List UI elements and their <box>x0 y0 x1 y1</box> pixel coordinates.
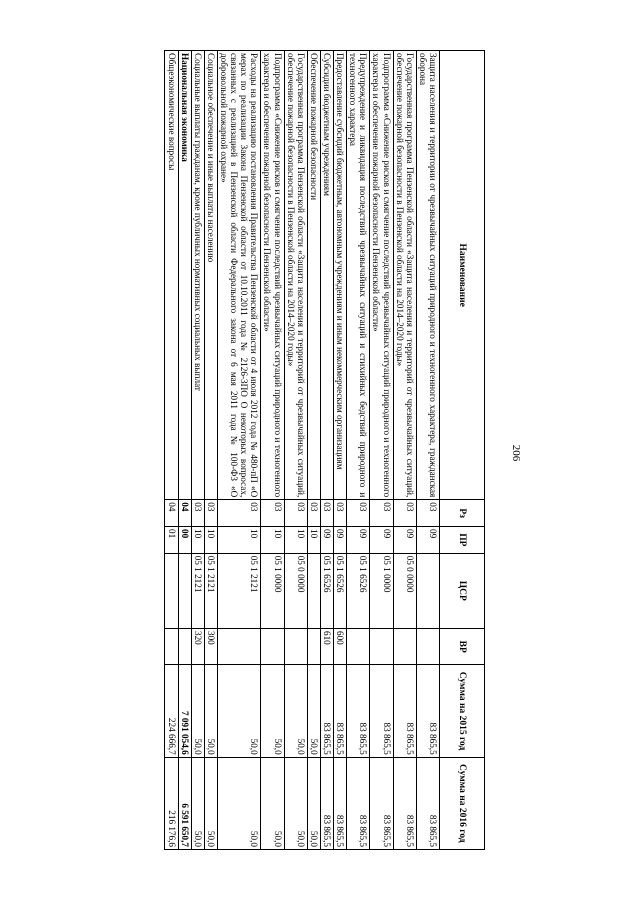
table-row <box>178 51 191 850</box>
cell-sum-2015: 50,0 <box>217 665 260 757</box>
table-row <box>307 51 320 850</box>
cell-vr: 610 <box>320 628 333 664</box>
cell-sum-2015: 83 865,5 <box>320 665 333 757</box>
header-pr: ПР <box>440 526 485 553</box>
cell-sum-2015: 50,0 <box>204 665 217 757</box>
cell-sum-2015: 83 865,5 <box>334 665 347 757</box>
cell-name: Общеэкономические вопросы <box>165 51 178 500</box>
cell-sum-2016: 83 865,5 <box>416 757 439 849</box>
cell-rz: 03 <box>347 500 370 527</box>
cell-csr: 05 1 0000 <box>370 553 393 628</box>
cell-pr: 09 <box>320 526 333 553</box>
cell-pr: 10 <box>204 526 217 553</box>
cell-sum-2016: 50,0 <box>204 757 217 849</box>
cell-name: Подпрограмма «Снижение рисков и смягчение последствий чрезвычайных ситуаций природного и техногенного характера и обеспечение пожарной безопасности Пензенской области» <box>370 51 393 500</box>
cell-pr: 10 <box>261 526 284 553</box>
cell-name: Национальная экономика <box>178 51 191 500</box>
cell-pr: 09 <box>370 526 393 553</box>
cell-name: Социальные выплаты гражданам, кроме публичных нормативных социальных выплат <box>191 51 204 500</box>
cell-sum-2015: 224 666,7 <box>165 665 178 757</box>
cell-sum-2016: 50,0 <box>307 757 320 849</box>
cell-vr <box>393 628 416 664</box>
cell-csr: 05 1 0000 <box>261 553 284 628</box>
cell-pr: 00 <box>178 526 191 553</box>
budget-table <box>164 50 485 850</box>
cell-rz: 03 <box>191 500 204 527</box>
cell-sum-2015: 7 091 054,6 <box>178 665 191 757</box>
cell-name: Подпрограмма «Снижение рисков и смягчение последствий чрезвычайных ситуаций природного и техногенного характера и обеспечение пожарной безопасности Пензенской области» <box>261 51 284 500</box>
cell-pr: 10 <box>284 526 307 553</box>
header-vr: ВР <box>440 628 485 664</box>
cell-sum-2016: 83 865,5 <box>320 757 333 849</box>
cell-csr: 05 1 2121 <box>204 553 217 628</box>
cell-name: Государственная программа Пензенской области «Защита населения и территорий от чрезвычайных ситуаций, обеспечение пожарной безопасности в Пензенской области на 2014–2020 годы» <box>393 51 416 500</box>
table-row <box>370 51 393 850</box>
cell-vr: 320 <box>191 628 204 664</box>
table-header-row <box>440 51 485 850</box>
cell-rz: 03 <box>334 500 347 527</box>
table-row <box>284 51 307 850</box>
cell-pr: 09 <box>334 526 347 553</box>
cell-sum-2015: 50,0 <box>307 665 320 757</box>
header-rz: Рз <box>440 500 485 527</box>
cell-vr <box>416 628 439 664</box>
rotated-page-content <box>105 50 485 850</box>
cell-vr <box>370 628 393 664</box>
table-row <box>416 51 439 850</box>
cell-rz: 03 <box>217 500 260 527</box>
cell-sum-2015: 83 865,5 <box>370 665 393 757</box>
cell-sum-2016: 50,0 <box>284 757 307 849</box>
cell-csr: 05 1 6526 <box>334 553 347 628</box>
cell-csr: 05 1 2121 <box>191 553 204 628</box>
cell-rz: 03 <box>320 500 333 527</box>
cell-sum-2016: 50,0 <box>217 757 260 849</box>
cell-name: Защита населения и территории от чрезвычайных ситуаций природного и техногенного характера, гражданская оборона <box>416 51 439 500</box>
header-sum-2015: Сумма на 2015 год <box>440 665 485 757</box>
cell-vr <box>307 628 320 664</box>
table-body <box>165 51 440 850</box>
table-row <box>261 51 284 850</box>
table-row <box>334 51 347 850</box>
cell-rz: 03 <box>416 500 439 527</box>
header-csr: ЦСР <box>440 553 485 628</box>
cell-csr: 05 1 6526 <box>347 553 370 628</box>
cell-sum-2015: 50,0 <box>284 665 307 757</box>
table-row <box>320 51 333 850</box>
cell-rz: 04 <box>165 500 178 527</box>
cell-sum-2016: 50,0 <box>261 757 284 849</box>
cell-name: Субсидии бюджетным учреждениям <box>320 51 333 500</box>
cell-sum-2016: 83 865,5 <box>370 757 393 849</box>
cell-rz: 04 <box>178 500 191 527</box>
cell-name: Расходы на реализацию постановления Правительства Пензенской области от 4 июля 2012 года № 480-пП «О мерах по реализации Закона Пензенской области от 10.10.2011 года № 2126-ЗПО О некоторых вопросах, связанных с реализацией в Пензенской области Федерального закона от 6 мая 2011 года № 100-ФЗ «О добровольной пожарной охране» <box>217 51 260 500</box>
table-row <box>347 51 370 850</box>
cell-csr <box>178 553 191 628</box>
cell-rz: 03 <box>284 500 307 527</box>
cell-rz: 03 <box>261 500 284 527</box>
cell-vr <box>165 628 178 664</box>
cell-name: Социальное обеспечение и иные выплаты населению <box>204 51 217 500</box>
cell-sum-2016: 216 176,6 <box>165 757 178 849</box>
table-row <box>393 51 416 850</box>
cell-rz: 03 <box>393 500 416 527</box>
cell-csr: 05 0 0000 <box>393 553 416 628</box>
cell-rz: 03 <box>307 500 320 527</box>
header-name: Наименование <box>440 51 485 500</box>
cell-vr <box>217 628 260 664</box>
cell-pr: 10 <box>191 526 204 553</box>
cell-pr: 10 <box>307 526 320 553</box>
cell-vr: 300 <box>204 628 217 664</box>
cell-vr <box>178 628 191 664</box>
cell-csr: 05 0 0000 <box>284 553 307 628</box>
cell-pr: 09 <box>416 526 439 553</box>
cell-sum-2016: 6 591 650,7 <box>178 757 191 849</box>
cell-rz: 03 <box>204 500 217 527</box>
cell-csr: 05 1 6526 <box>320 553 333 628</box>
cell-pr: 10 <box>217 526 260 553</box>
cell-name: Предоставление субсидий бюджетным, автономным учреждениям и иным некоммерческим организациям <box>334 51 347 500</box>
cell-sum-2016: 83 865,5 <box>393 757 416 849</box>
cell-pr: 09 <box>347 526 370 553</box>
cell-sum-2016: 83 865,5 <box>347 757 370 849</box>
cell-csr <box>307 553 320 628</box>
cell-sum-2015: 83 865,5 <box>416 665 439 757</box>
cell-sum-2015: 50,0 <box>261 665 284 757</box>
table-row <box>217 51 260 850</box>
cell-sum-2015: 50,0 <box>191 665 204 757</box>
cell-name: Обеспечение пожарной безопасности <box>307 51 320 500</box>
cell-sum-2016: 50,0 <box>191 757 204 849</box>
table-row <box>191 51 204 850</box>
cell-vr <box>261 628 284 664</box>
cell-vr: 600 <box>334 628 347 664</box>
cell-vr <box>347 628 370 664</box>
table-row <box>165 51 178 850</box>
cell-csr: 05 1 2121 <box>217 553 260 628</box>
cell-vr <box>284 628 307 664</box>
cell-sum-2016: 83 865,5 <box>334 757 347 849</box>
cell-sum-2015: 83 865,5 <box>347 665 370 757</box>
cell-csr <box>165 553 178 628</box>
cell-rz: 03 <box>370 500 393 527</box>
header-sum-2016: Сумма на 2016 год <box>440 757 485 849</box>
table-row <box>204 51 217 850</box>
cell-name: Предупреждение и ликвидация последствий чрезвычайных ситуаций и стихийных бедствий природного и техногенного характера <box>347 51 370 500</box>
cell-sum-2015: 83 865,5 <box>393 665 416 757</box>
cell-pr: 09 <box>393 526 416 553</box>
cell-csr <box>416 553 439 628</box>
page-number: 206 <box>510 444 522 462</box>
cell-name: Государственная программа Пензенской области «Защита населения и территорий от чрезвычайных ситуаций, обеспечение пожарной безопасности в Пензенской области на 2014–2020 годы» <box>284 51 307 500</box>
cell-pr: 01 <box>165 526 178 553</box>
